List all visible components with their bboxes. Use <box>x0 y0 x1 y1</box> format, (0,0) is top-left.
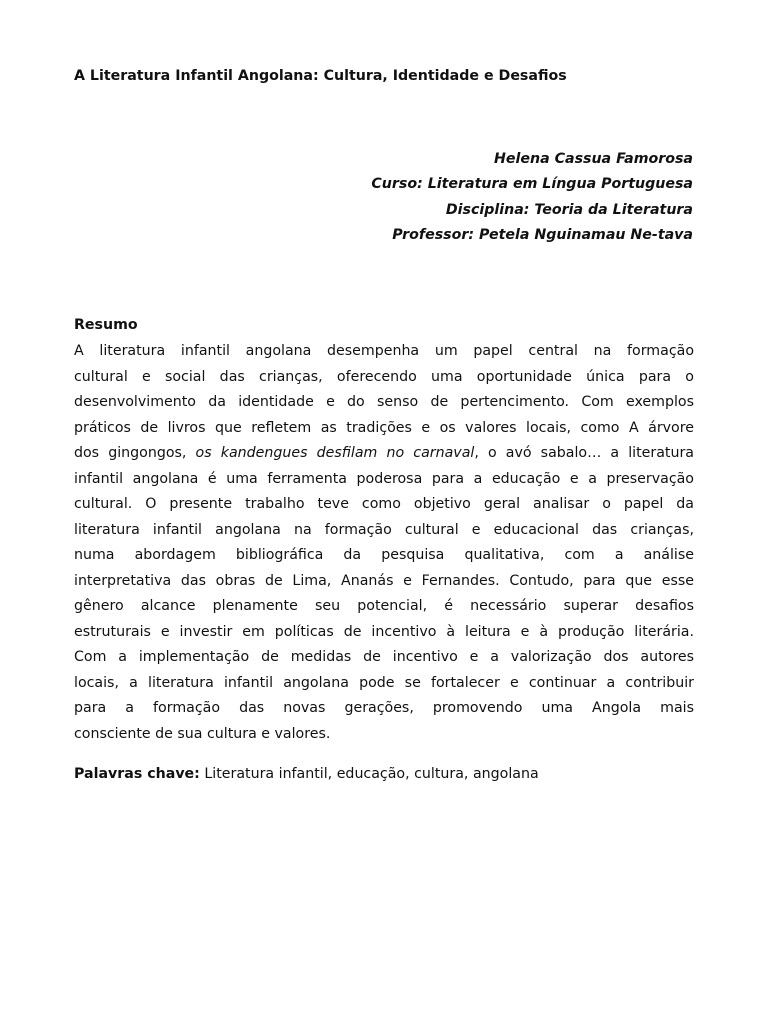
author-professor: Professor: Petela Nguinamau Ne-tava <box>392 226 693 243</box>
author-name: Helena Cassua Famorosa <box>493 151 693 167</box>
abstract-line: infantil angolana é uma ferramenta poderosa para a educação e a preservação <box>74 470 694 487</box>
abstract-line: gênero alcance plenamente seu potencial, é necessário superar desafios <box>74 598 694 614</box>
abstract-line: para a formação das novas gerações, promovendo uma Angola mais <box>74 700 694 716</box>
abstract-line: interpretativa das obras de Lima, Ananás e Fernandes. Contudo, para que esse <box>74 572 694 589</box>
author-block <box>193 147 693 248</box>
document-title: A Literatura Infantil Angolana: Cultura, Identidade e Desafios <box>74 68 567 84</box>
abstract-line: cultural e social das crianças, oferecendo uma oportunidade única para o <box>74 368 694 385</box>
abstract-line: A literatura infantil angolana desempenha um papel central na formação <box>74 343 694 359</box>
keywords <box>74 763 694 785</box>
abstract-line: locais, a literatura infantil angolana pode se fortalecer e continuar a contribuir <box>74 674 694 691</box>
abstract-italic-title: os kandengues desfilam no carnaval <box>195 445 475 461</box>
abstract-line: práticos de livros que refletem as tradições e os valores locais, como A árvore <box>74 419 694 436</box>
abstract-line: dos gingongos, os kandengues desfilam no carnaval, o avó sabalo… a literatura <box>74 445 695 461</box>
abstract-line: consciente de sua cultura e valores. <box>74 725 331 742</box>
abstract-line: desenvolvimento da identidade e do senso de pertencimento. Com exemplos <box>74 394 694 410</box>
author-discipline: Disciplina: Teoria da Literatura <box>445 201 693 218</box>
abstract-line: Com a implementação de medidas de incentivo e a valorização dos autores <box>74 649 694 665</box>
abstract-line: cultural. O presente trabalho teve como objetivo geral analisar o papel da <box>74 496 694 512</box>
abstract-line: literatura infantil angolana na formação cultural e educacional das crianças, <box>74 521 694 538</box>
author-course: Curso: Literatura em Língua Portuguesa <box>371 176 693 193</box>
abstract-body <box>74 339 694 747</box>
keywords-text: Literatura infantil, educação, cultura, angolana <box>199 766 539 782</box>
abstract-heading: Resumo <box>74 317 138 333</box>
abstract-line: estruturais e investir em políticas de incentivo à leitura e à produção literária. <box>74 623 694 640</box>
keywords-label: Palavras chave: <box>74 766 200 782</box>
abstract-line: numa abordagem bibliográfica da pesquisa qualitativa, com a análise <box>74 547 694 563</box>
